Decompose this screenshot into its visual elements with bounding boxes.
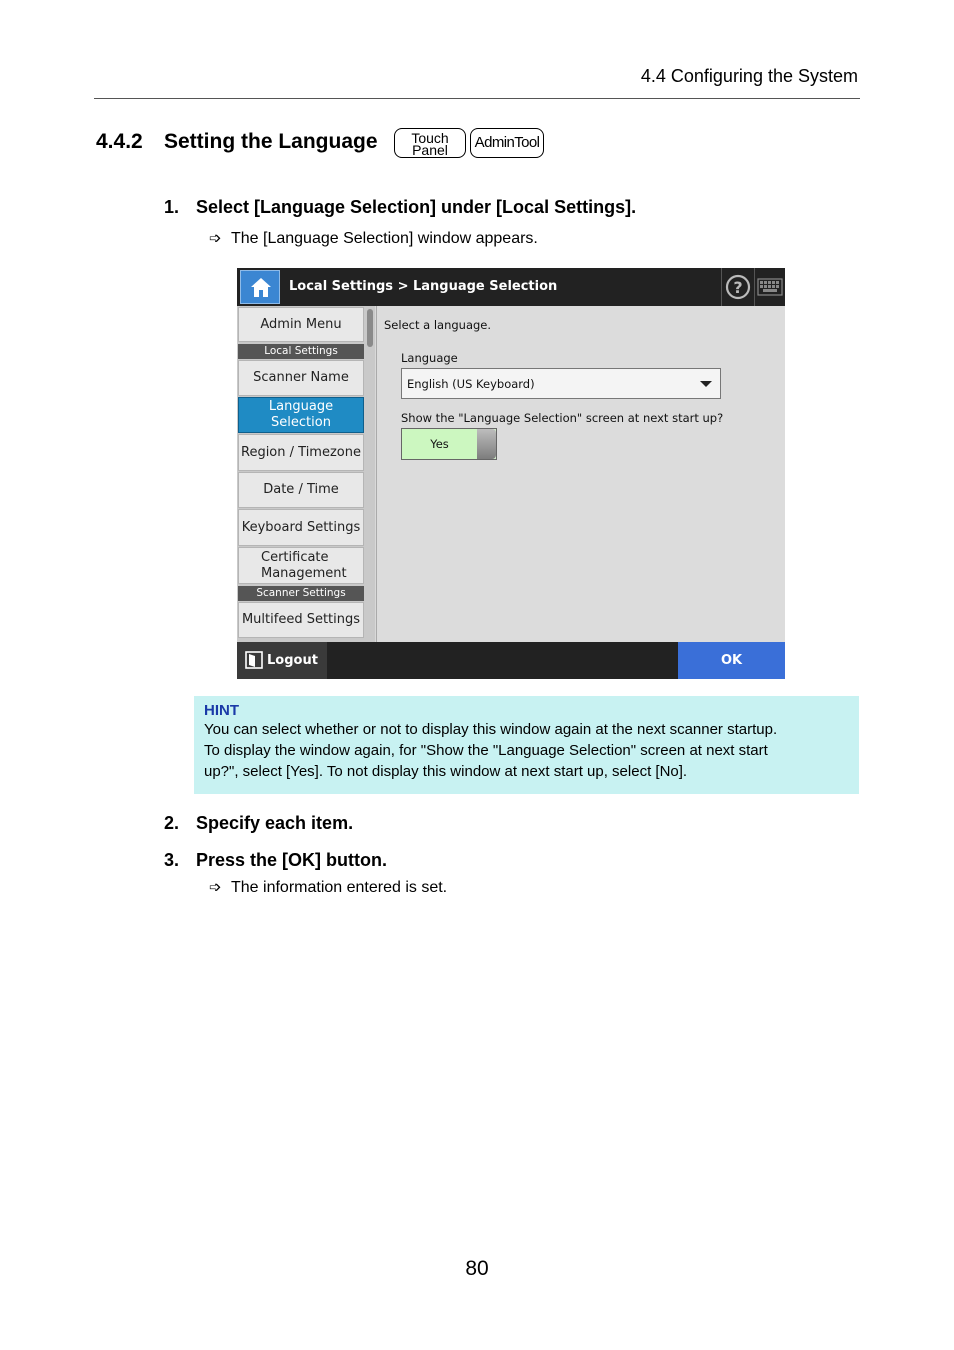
title-separator <box>754 268 755 306</box>
hint-line: To display the window again, for "Show the "Language Selection" screen at next start <box>204 742 768 759</box>
sidebar-item-multifeed-settings[interactable]: Multifeed Settings <box>238 602 364 638</box>
help-icon <box>723 272 753 302</box>
toggle-value: Yes <box>402 429 478 459</box>
sidebar-item-language-selection[interactable]: Language Selection <box>238 397 364 433</box>
svg-text:?: ? <box>733 278 743 297</box>
step-2 <box>164 813 353 834</box>
logout-icon <box>245 651 263 669</box>
sidebar-category-scanner-settings: Scanner Settings <box>238 586 364 601</box>
step-3 <box>164 850 387 871</box>
logout-button[interactable] <box>237 642 327 679</box>
home-icon <box>249 276 273 298</box>
ok-button[interactable]: OK <box>678 642 785 679</box>
show-screen-toggle[interactable] <box>401 428 497 460</box>
show-screen-label: Show the "Language Selection" screen at next start up? <box>401 411 724 425</box>
sidebar-scrollbar[interactable] <box>366 306 374 642</box>
touch-panel-badge <box>394 128 466 158</box>
sidebar-category-local-settings: Local Settings <box>238 344 364 359</box>
language-dropdown[interactable] <box>401 368 721 399</box>
breadcrumb: Local Settings > Language Selection <box>289 279 558 294</box>
hint-line: You can select whether or not to display this window again at the next scanner startup. <box>204 721 778 738</box>
help-button[interactable] <box>723 272 753 302</box>
toggle-knob[interactable] <box>477 429 496 459</box>
language-dropdown-value: English (US Keyboard) <box>407 377 535 391</box>
sidebar-scroll-thumb[interactable] <box>367 309 373 347</box>
result-text: The [Language Selection] window appears. <box>231 230 538 247</box>
step-number: 2. <box>164 813 180 833</box>
step-text: Press the [OK] button. <box>196 850 388 870</box>
sidebar-item-scanner-name[interactable]: Scanner Name <box>238 360 364 396</box>
touch-badge-line1: Touch <box>411 130 449 146</box>
keyboard-button[interactable] <box>757 277 783 297</box>
step-1-result <box>209 229 538 248</box>
sidebar-item-certificate-management[interactable]: Certificate Management <box>238 547 364 584</box>
result-arrow-icon: ➩ <box>209 230 222 247</box>
language-label: Language <box>401 351 458 365</box>
prompt-text: Select a language. <box>384 318 492 332</box>
section-title-text: Setting the Language <box>164 130 378 153</box>
hint-box <box>194 696 859 794</box>
step-number: 3. <box>164 850 180 870</box>
step-text: Specify each item. <box>196 813 354 833</box>
step-3-result <box>209 878 447 897</box>
hint-title: HINT <box>204 702 239 719</box>
home-button[interactable] <box>240 270 280 304</box>
section-title <box>96 130 378 154</box>
touch-badge-line2: Panel <box>412 142 448 158</box>
sidebar-item-admin-menu[interactable]: Admin Menu <box>238 307 364 342</box>
header-rule <box>94 98 860 99</box>
hint-line: up?", select [Yes]. To not display this window at next start up, select [No]. <box>204 763 688 780</box>
running-header: 4.4 Configuring the System <box>640 66 858 86</box>
result-arrow-icon: ➩ <box>209 879 222 896</box>
sidebar-item-date-time[interactable]: Date / Time <box>238 472 364 508</box>
keyboard-icon <box>757 277 783 297</box>
page-number: 80 <box>465 1257 489 1280</box>
step-1 <box>164 197 636 218</box>
section-number: 4.4.2 <box>96 130 143 153</box>
sidebar-item-region-timezone[interactable]: Region / Timezone <box>238 434 364 471</box>
chevron-down-icon <box>700 381 712 387</box>
sidebar-item-keyboard-settings[interactable]: Keyboard Settings <box>238 509 364 546</box>
language-selection-screenshot <box>237 268 785 679</box>
step-number: 1. <box>164 197 180 217</box>
logout-label: Logout <box>267 653 318 668</box>
result-text: The information entered is set. <box>231 879 448 896</box>
title-separator <box>721 268 722 306</box>
step-text: Select [Language Selection] under [Local Settings]. <box>196 197 637 217</box>
admin-tool-badge: AdminTool <box>470 128 544 158</box>
